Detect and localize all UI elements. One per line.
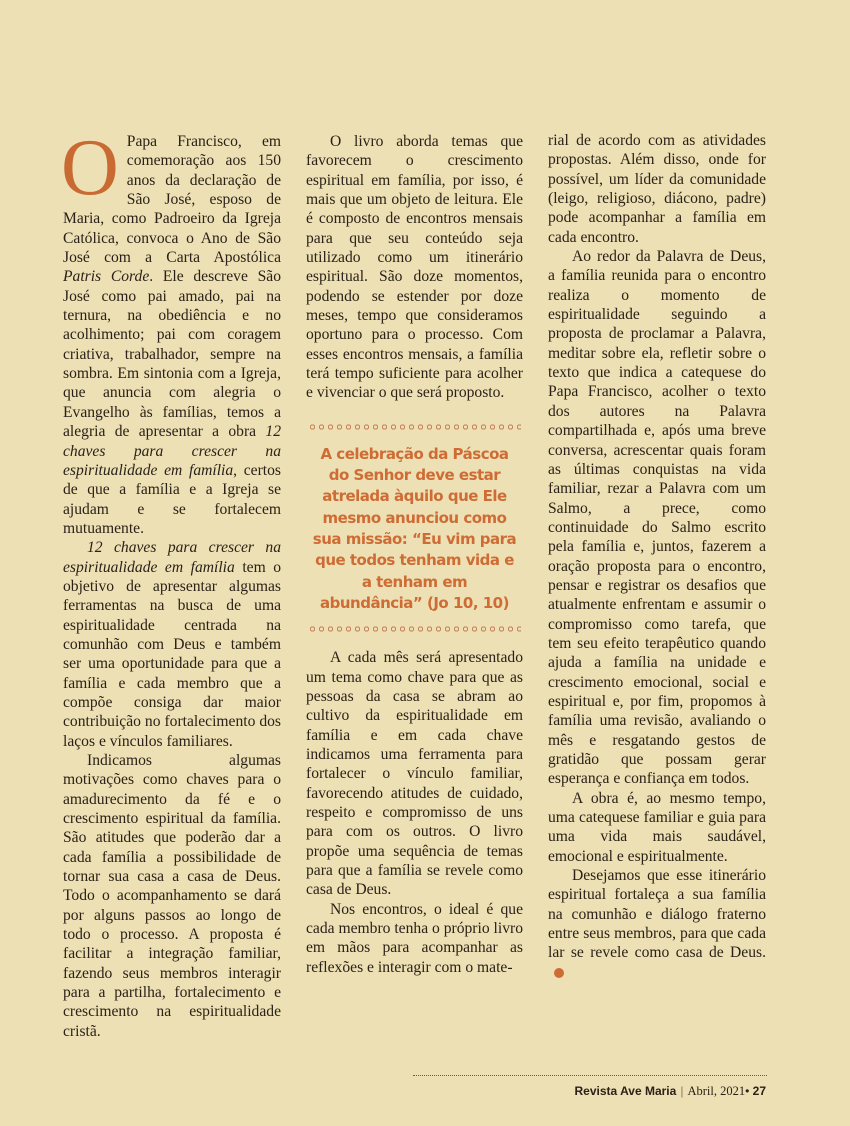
paragraph — [63, 538, 281, 751]
paragraph — [61, 124, 281, 538]
text-run: tem o objetivo de apresentar algumas ferramentas na busca de uma espiritualidade centrada na comunhão com Deus e também ser uma oportunidade para que a família e cada membro que a compõe consiga dar maior contribuição no fortalecimento dos laços e vínculos familiares. — [63, 558, 282, 750]
pull-quote-top-border — [308, 422, 521, 432]
article-column-3 — [548, 131, 766, 982]
footer-separator: | — [680, 1084, 684, 1098]
italic-title: 12 chaves para crescer na espiritualidade em família — [63, 539, 281, 576]
paragraph: A obra é, ao mesmo tempo, uma catequese familiar e guia para uma vida mais saudável, emocional e espiritualmente. — [548, 789, 766, 865]
end-of-article-bullet-icon — [554, 968, 564, 978]
page-number: 27 — [752, 1084, 766, 1098]
pull-quote-text: A celebração da Páscoa do Senhor deve estar atrelada àquilo que Ele mesmo anunciou como sua missão: “Eu vim para que todos tenham vida e a tenham em abundância” (Jo 10, 10) — [312, 444, 517, 612]
paragraph — [548, 866, 766, 982]
drop-cap: O — [61, 124, 119, 212]
text-run: . Ele descreve São José como pai amado, pai na ternura, na obediência e no acolhimento; pai com coragem criativa, trabalhador, sempre na sombra. Em sintonia com a Igreja, que anuncia com alegria o Evangelho às famílias, temos a alegria de apresentar a obra — [63, 268, 281, 441]
text-run: , certos de que a família e a Igreja se ajudam e se fortalecem mutuamente. — [63, 461, 281, 537]
pull-quote — [306, 422, 523, 634]
issue-date: Abril, 2021 — [687, 1084, 746, 1098]
text-run: Desejamos que esse itinerário espiritual fortaleça a sua família na comunhão e diálogo fraterno entre seus membros, para que cada lar se revele como casa de Deus. — [548, 867, 766, 962]
text-run: Papa Francisco, em comemoração aos 150 anos da declaração de São José, esposo de Maria, como Padroeiro da Igreja Católica, convoca o Ano de São José com a Carta Apostólica — [63, 133, 281, 267]
paragraph: Indicamos algumas motivações como chaves para o amadurecimento da fé e o crescimento espiritual da família. São atitudes que poderão dar a cada família a possibilidade de tornar sua casa a casa de Deus. Todo o acompanhamento se dará por alguns passos ao longo de todo o processo. A proposta é facilitar a integração familiar, fazendo seus membros interagir para a partilha, fortalecimento e crescimento na espiritualidade cristã. — [63, 752, 281, 1040]
article-column-1 — [61, 124, 282, 1041]
footer-dot: • — [745, 1084, 750, 1098]
magazine-name: Revista Ave Maria — [574, 1084, 677, 1098]
paragraph: A cada mês será apresentado um tema como chave para que as pessoas da casa se abram ao cultivo da espiritualidade em família e em cada chave indicamos uma ferramenta para fortalecer o vínculo familiar, favorecendo atitudes de cuidado, respeito e compromisso de uns para com os outros. O livro propõe uma sequência de temas para que a família se revele como casa de Deus. — [306, 649, 523, 899]
paragraph: O livro aborda temas que favorecem o crescimento espiritual em família, por isso, é mais que um objeto de leitura. Ele é composto de encontros mensais para que seu conteúdo seja utilizado como um itinerário espiritual. São doze momentos, podendo se estender por doze meses, tempo que consideramos oportuno para o processo. Com esses encontros mensais, a família terá tempo suficiente para acolher e vivenciar o que será proposto. — [306, 133, 523, 402]
italic-title: Patris Corde — [63, 268, 150, 286]
pull-quote-bottom-border — [308, 624, 521, 634]
article-column-2 — [306, 132, 523, 977]
italic-title: 12 chaves para crescer na espiritualidade em família — [63, 423, 281, 479]
page-footer — [574, 1084, 766, 1099]
paragraph: Nos encontros, o ideal é que cada membro tenha o próprio livro em mãos para acompanhar as reflexões e interagir com o mate- — [306, 900, 523, 976]
paragraph: rial de acordo com as atividades propostas. Além disso, onde for possível, um líder da comunidade (leigo, religioso, diácono, padre) pode acompanhar a família em cada encontro. — [548, 132, 766, 246]
footer-dotted-rule — [413, 1075, 767, 1076]
paragraph: Ao redor da Palavra de Deus, a família reunida para o encontro realiza o momento de espiritualidade seguindo a proposta de proclamar a Palavra, meditar sobre ela, refletir sobre o texto que indica a catequese do Papa Francisco, acolher o texto dos autores na Palavra compartilhada e, após uma breve conversa, acrescentar quais foram as últimas conquistas na vida familiar, rezar a Palavra com um Salmo, a prece, como continuidade do Salmo escrito pela família e, juntos, fazerem a oração proposta para o encontro, pensar e registrar os desafios que atualmente enfrentam e assumir o compromisso como tarefa, que tem seu efeito terapêutico quando ajuda a família na unidade e crescimento emocional, social e espiritual e, por fim, propomos à família uma revisão, avaliando o mês e resgatando gestos de gratidão que possam gerar esperança e confiança em todos. — [548, 248, 766, 788]
